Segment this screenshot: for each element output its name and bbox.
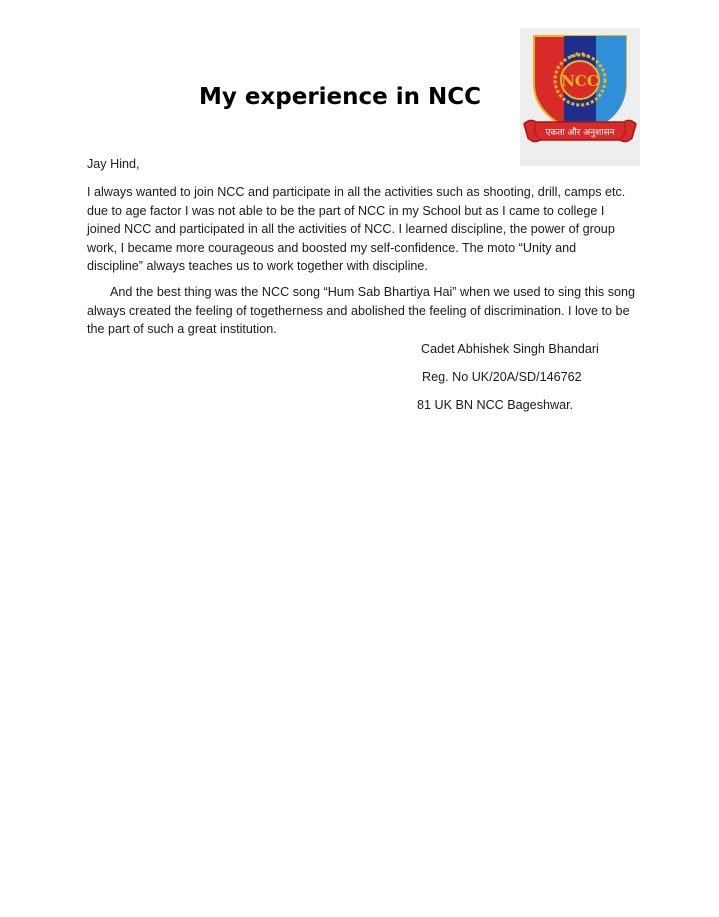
ncc-logo — [520, 28, 640, 166]
page-title: My experience in NCC — [198, 84, 482, 110]
logo-text: NCC — [561, 72, 599, 90]
paragraph-1: I always wanted to join NCC and participate in all the activities such as shooting, drill, camps etc. due to age factor I was not able to be the part of NCC in my School but as I came to college I joined NCC and participated in all the activities of NCC. I learned discipline, the power of group work, I became more courageous and boosted my self-confidence. The moto “Unity and discipline” always teaches us to work together with discipline. — [87, 185, 626, 274]
signature-reg-no: Reg. No UK/20A/SD/146762 — [422, 370, 582, 384]
signature-unit: 81 UK BN NCC Bageshwar. — [417, 398, 574, 412]
letter-body — [87, 155, 635, 339]
signature-name: Cadet Abhishek Singh Bhandari — [421, 342, 599, 356]
greeting: Jay Hind, — [87, 157, 140, 171]
paragraph-2: And the best thing was the NCC song “Hum Sab Bhartiya Hai” when we used to sing this song always created the feeling of togetherness and abolished the feeling of discrimination. I love to be the part of such a great institution. — [87, 285, 636, 337]
logo-motto: एकता और अनुशासन — [545, 128, 615, 138]
ncc-emblem-icon — [520, 28, 640, 166]
